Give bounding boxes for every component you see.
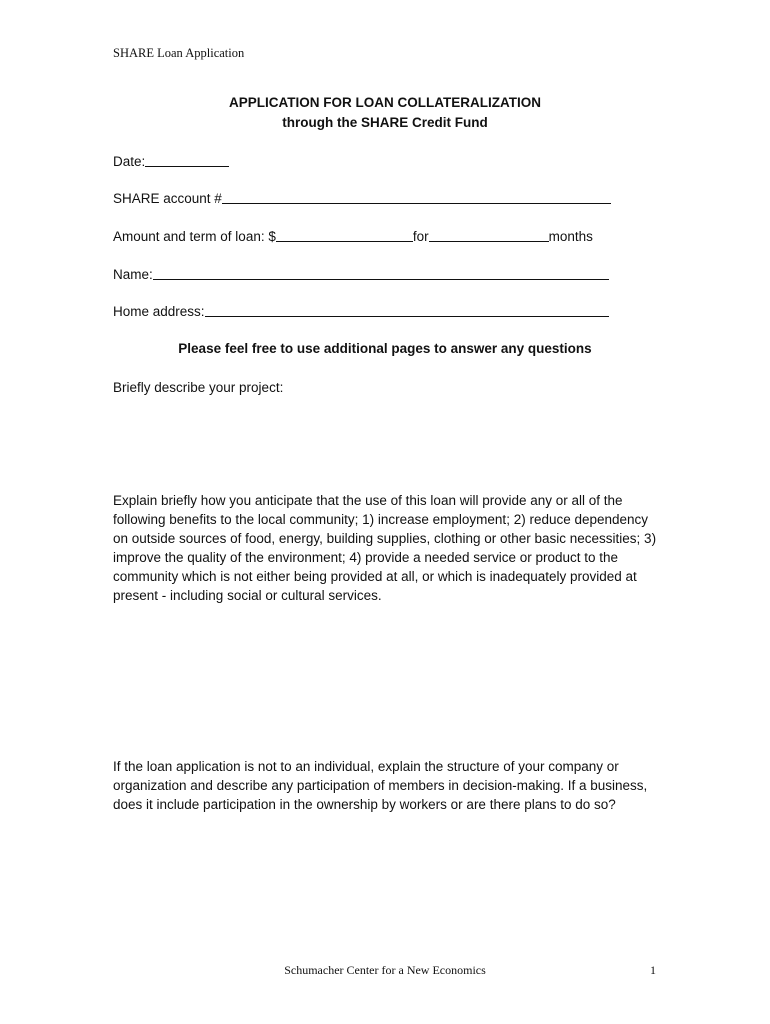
- name-label: Name:: [113, 267, 153, 282]
- amount-blank[interactable]: [276, 228, 413, 242]
- additional-pages-note: Please feel free to use additional pages to answer any questions: [178, 341, 592, 356]
- account-field-row: [113, 190, 611, 206]
- amount-field-row: [113, 228, 593, 244]
- page-number: 1: [650, 963, 656, 977]
- account-label: SHARE account #: [113, 191, 222, 206]
- amount-label: Amount and term of loan: $: [113, 229, 276, 244]
- months-label: months: [548, 229, 593, 244]
- account-blank[interactable]: [222, 190, 611, 204]
- date-field-row: [113, 153, 229, 169]
- address-label: Home address:: [113, 304, 205, 319]
- name-blank[interactable]: [153, 266, 609, 280]
- date-label: Date:: [113, 154, 146, 169]
- address-field-row: [113, 303, 609, 319]
- form-subtitle: through the SHARE Credit Fund: [282, 115, 488, 130]
- benefits-question: Explain briefly how you anticipate that the use of this loan will provide any or all of the following benefits to the local community; 1) increase employment; 2) reduce dependency on outside sources of food, energy, building supplies, clothing or other basic necessities; 3) improve the quality of the environment; 4) provide a needed service or product to the community which is not either being provided at all, or which is inadequately provided at present - including social or cultural services.: [113, 493, 657, 603]
- footer-organization: Schumacher Center for a New Economics: [284, 963, 486, 977]
- term-blank[interactable]: [429, 228, 549, 242]
- structure-question: If the loan application is not to an individual, explain the structure of your company or organization and describe any participation of members in decision-making. If a business, does it include participation in the ownership by workers or are there plans to do so?: [113, 759, 648, 812]
- date-blank[interactable]: [145, 153, 229, 167]
- amount-for-label: for: [412, 229, 429, 244]
- project-question: Briefly describe your project:: [113, 380, 284, 395]
- form-title: APPLICATION FOR LOAN COLLATERALIZATION: [229, 95, 541, 110]
- address-blank[interactable]: [205, 303, 609, 317]
- name-field-row: [113, 266, 609, 282]
- running-header: SHARE Loan Application: [113, 46, 245, 60]
